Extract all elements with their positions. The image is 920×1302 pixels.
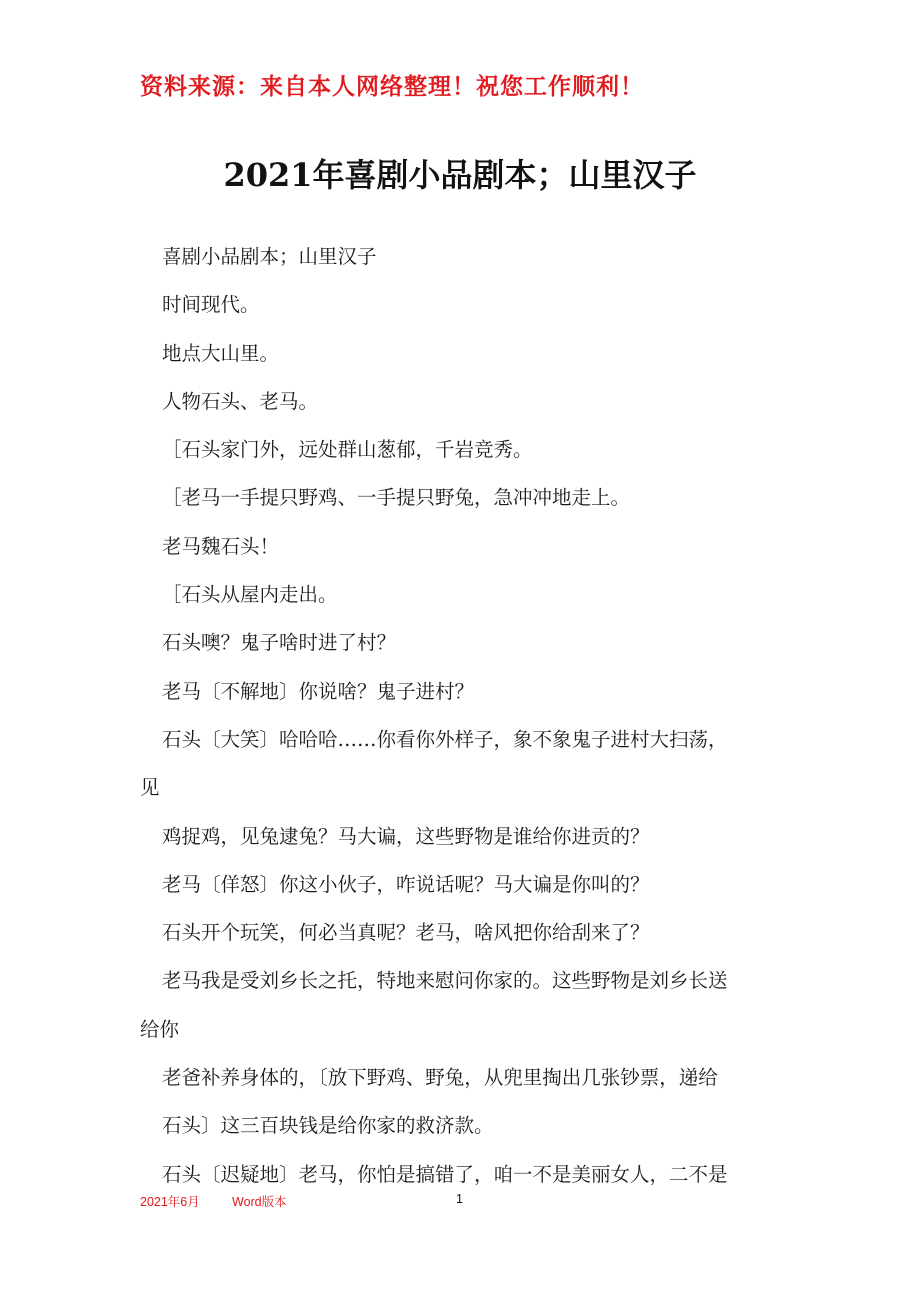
paragraph: 时间现代。 xyxy=(162,293,260,317)
paragraph-continuation: 见 xyxy=(140,776,160,800)
paragraph: 鸡捉鸡，见兔逮兔？马大谝，这些野物是谁给你进贡的？ xyxy=(162,824,650,848)
page-footer xyxy=(140,1192,780,1212)
paragraph: ［石头从屋内走出。 xyxy=(162,583,338,607)
paragraph: 老马魏石头！ xyxy=(162,534,280,558)
paragraph: 老马〔不解地〕你说啥？鬼子进村？ xyxy=(162,679,475,703)
paragraph: 石头噢？鬼子啥时进了村？ xyxy=(162,631,397,655)
document-title: 2021年喜剧小品剧本；山里汉子 xyxy=(223,156,697,194)
paragraph: 石头〔迟疑地〕老马，你怕是搞错了，咱一不是美丽女人，二不是 xyxy=(162,1162,728,1186)
page-number: 1 xyxy=(456,1192,463,1206)
paragraph: 地点大山里。 xyxy=(162,341,280,365)
paragraph: 石头〔大笑〕哈哈哈……你看你外样子，象不象鬼子进村大扫荡， xyxy=(162,727,728,751)
paragraph-continuation: 给你 xyxy=(140,1017,180,1041)
paragraph: 石头〕这三百块钱是给你家的救济款。 xyxy=(162,1114,494,1138)
footer-date: 2021年6月 xyxy=(140,1195,200,1209)
paragraph: 老爸补养身体的，〔放下野鸡、野兔，从兜里掏出几张钞票，递给 xyxy=(162,1066,718,1090)
paragraph: ［石头家门外，远处群山葱郁，千岩竞秀。 xyxy=(162,438,533,462)
paragraph: ［老马一手提只野鸡、一手提只野兔，急冲冲地走上。 xyxy=(162,486,631,510)
paragraph: 人物石头、老马。 xyxy=(162,389,319,413)
paragraph: 喜剧小品剧本；山里汉子 xyxy=(162,245,377,268)
footer-version: Word版本 xyxy=(232,1195,287,1209)
paragraph: 石头开个玩笑，何必当真呢？老马，啥风把你给刮来了？ xyxy=(162,921,650,945)
paragraph: 老马我是受刘乡长之托，特地来慰问你家的。这些野物是刘乡长送 xyxy=(162,969,728,993)
source-banner: 资料来源：来自本人网络整理！祝您工作顺利！ xyxy=(140,74,644,100)
paragraph: 老马〔佯怒〕你这小伙子，咋说话呢？马大谝是你叫的？ xyxy=(162,872,650,896)
document-body xyxy=(140,233,790,1199)
